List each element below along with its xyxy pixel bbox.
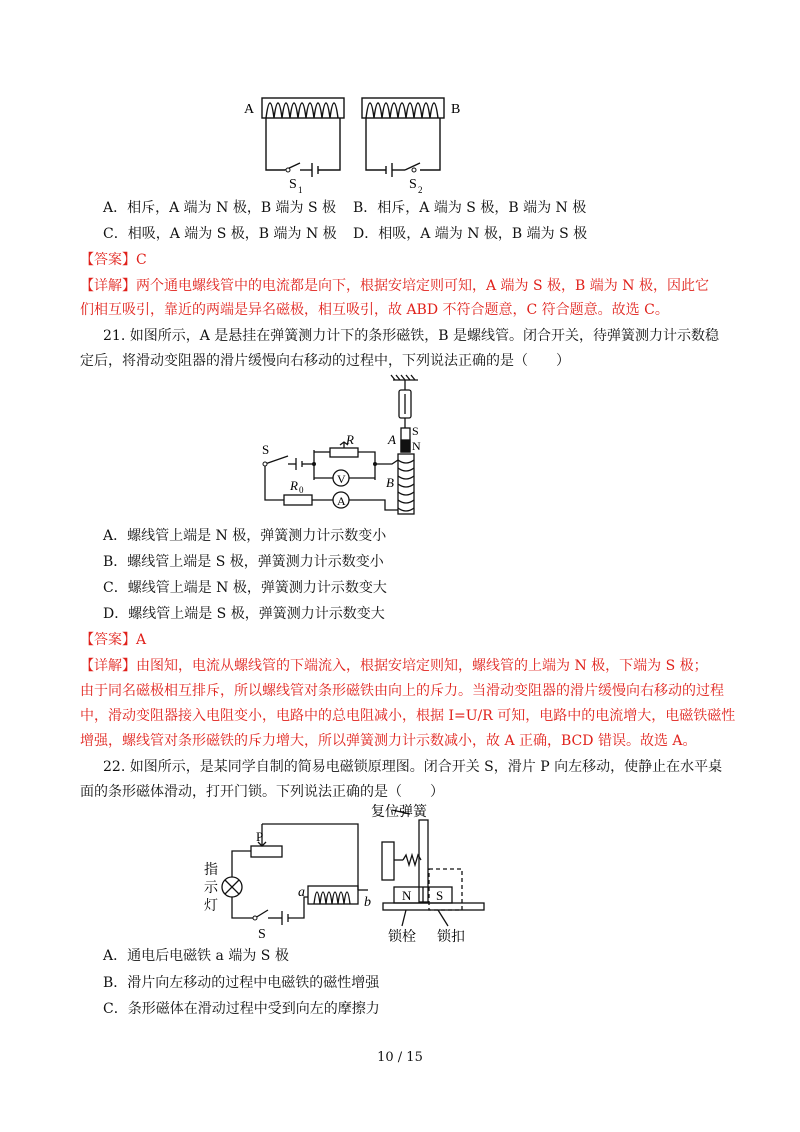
figure-spring-scale-circuit bbox=[0, 372, 800, 522]
q21-answer: 【答案】A bbox=[80, 632, 147, 648]
q22-option-a: A．通电后电磁铁 a 端为 S 极 bbox=[103, 948, 289, 964]
label-buckle: 锁扣 bbox=[437, 930, 465, 945]
label-spring: 复位弹簧 bbox=[371, 805, 427, 820]
label-r0-sub: 0 bbox=[299, 485, 304, 495]
q21-explanation-line3: 中，滑动变阻器接入电阻变小，电路中的总电阻减小，根据 I=U/R 可知，电路中的电流增大，电磁铁磁性 bbox=[80, 708, 736, 724]
q20-option-a: A．相斥，A 端为 N 极，B 端为 S 极 bbox=[103, 200, 337, 216]
q20-option-b: B．相斥，A 端为 S 极，B 端为 N 极 bbox=[353, 200, 587, 216]
label-b-end: b bbox=[364, 895, 371, 910]
q20-option-d: D．相吸，A 端为 N 极，B 端为 S 极 bbox=[353, 226, 588, 242]
label-n-pole: N bbox=[402, 888, 412, 903]
label-a: A bbox=[244, 102, 255, 117]
label-magnet-n: N bbox=[412, 439, 421, 453]
label-lamp-2: 示 bbox=[204, 881, 218, 896]
q22-stem-line1: 22. 如图所示，是某同学自制的简易电磁锁原理图。闭合开关 S，滑片 P 向左移动，使静止在水平桌 bbox=[103, 759, 723, 775]
label-switch-s: S bbox=[262, 442, 270, 457]
q20-explanation-line1: 【详解】两个通电螺线管中的电流都是向下，根据安培定则可知，A 端为 S 极，B 端为 N 极，因此它 bbox=[80, 278, 709, 294]
q22-option-c: C．条形磁体在滑动过程中受到向左的摩擦力 bbox=[103, 1001, 380, 1017]
label-lamp-3: 灯 bbox=[204, 899, 218, 914]
label-s2-sub: 2 bbox=[418, 185, 423, 195]
q22-stem-line2: 面的条形磁体滑动，打开门锁。下列说法正确的是（ ） bbox=[80, 784, 444, 800]
q21-stem-line2: 定后，将滑动变阻器的滑片缓慢向右移动的过程中，下列说法正确的是（ ） bbox=[80, 353, 570, 369]
q21-option-b: B．螺线管上端是 S 极，弹簧测力计示数变小 bbox=[103, 554, 384, 570]
label-r0: R bbox=[290, 478, 298, 493]
q21-stem-line1: 21. 如图所示，A 是悬挂在弹簧测力计下的条形磁铁，B 是螺线管。闭合开关，待弹簧测力计示数稳 bbox=[103, 328, 720, 344]
figure-electromagnetic-lock bbox=[0, 800, 800, 950]
label-magnet-a: A bbox=[388, 432, 396, 447]
label-p: P bbox=[256, 829, 264, 844]
q22-option-b: B．滑片向左移动的过程中电磁铁的磁性增强 bbox=[103, 975, 380, 991]
q20-answer: 【答案】C bbox=[80, 252, 147, 268]
q20-option-c: C．相吸，A 端为 S 极，B 端为 N 极 bbox=[103, 226, 337, 242]
label-s2: S bbox=[409, 177, 417, 192]
label-b: B bbox=[451, 102, 461, 117]
label-s1-sub: 1 bbox=[298, 185, 303, 195]
q21-option-a: A．螺线管上端是 N 极，弹簧测力计示数变小 bbox=[103, 528, 387, 544]
page-number: 10 / 15 bbox=[377, 1050, 423, 1065]
q20-explanation-line2: 们相互吸引，靠近的两端是异名磁极，相互吸引，故 ABD 不符合题意，C 符合题意。故选 C。 bbox=[80, 302, 669, 318]
label-r: R bbox=[346, 432, 354, 447]
label-s-pole: S bbox=[436, 888, 444, 903]
q21-explanation-line2: 由于同名磁极相互排斥，所以螺线管对条形磁铁由向上的斥力。当滑动变阻器的滑片缓慢向右移动的过程 bbox=[80, 683, 724, 699]
label-a-end: a bbox=[298, 885, 305, 900]
ammeter-label: A bbox=[337, 494, 346, 508]
label-lamp-1: 指 bbox=[204, 863, 218, 878]
label-bolt: 锁栓 bbox=[388, 930, 416, 945]
q21-option-c: C．螺线管上端是 N 极，弹簧测力计示数变大 bbox=[103, 580, 387, 596]
label-s1: S bbox=[289, 177, 297, 192]
voltmeter-label: V bbox=[337, 472, 346, 486]
label-coil-b: B bbox=[386, 475, 394, 490]
q21-option-d: D．螺线管上端是 S 极，弹簧测力计示数变大 bbox=[103, 606, 385, 622]
label-magnet-s: S bbox=[412, 424, 419, 438]
q21-explanation-line4: 增强，螺线管对条形磁铁的斥力增大，所以弹簧测力计示数减小，故 A 正确，BCD 错误。故选 A。 bbox=[80, 733, 697, 749]
q21-explanation-line1: 【详解】由图知，电流从螺线管的下端流入，根据安培定则知，螺线管的上端为 N 极，下端为 S 极； bbox=[80, 658, 708, 674]
label-switch-s: S bbox=[258, 927, 266, 942]
